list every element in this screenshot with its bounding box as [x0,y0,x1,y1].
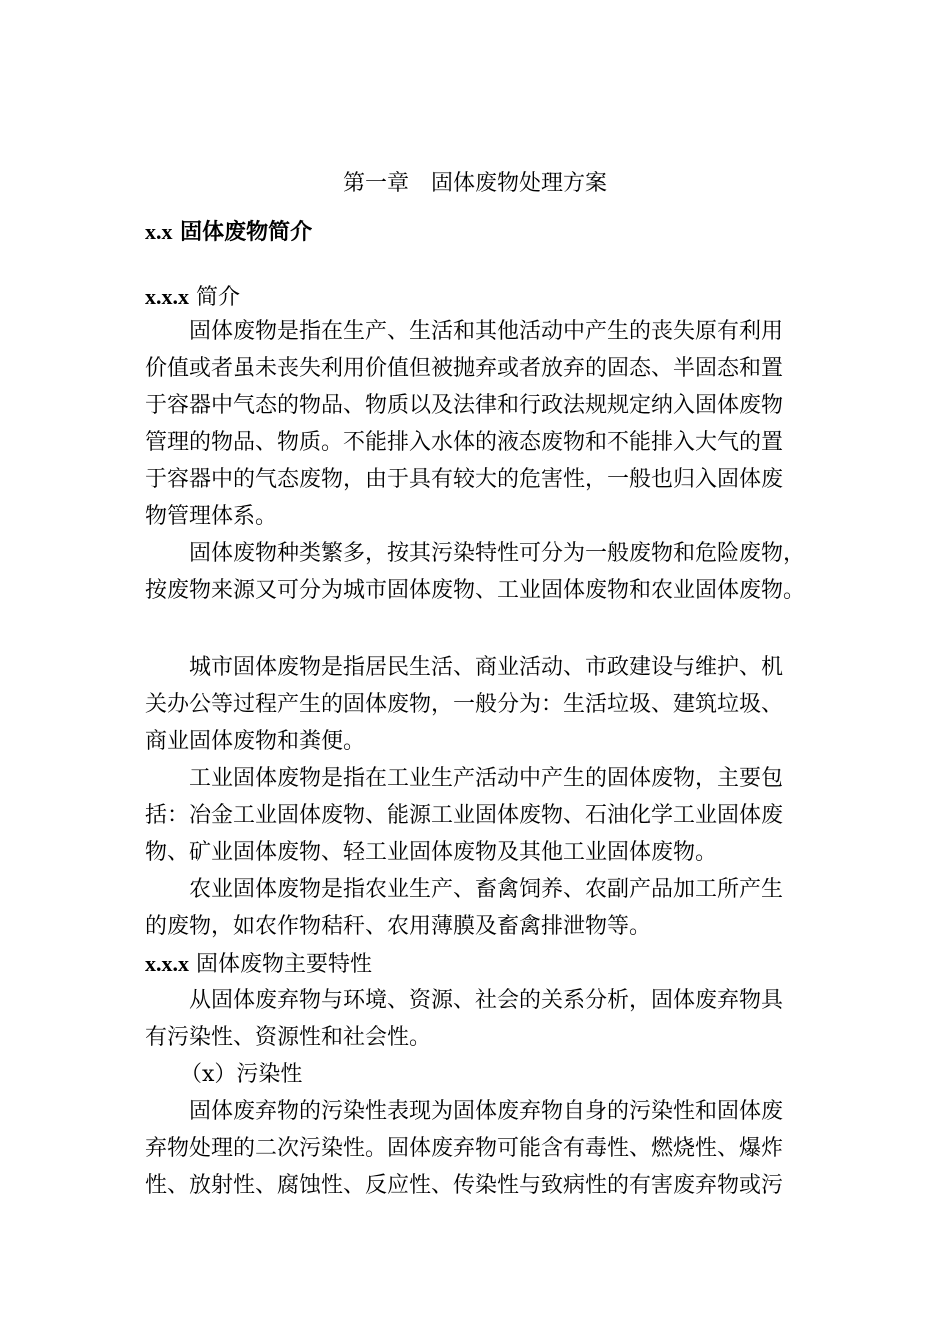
paragraph-line: 括：冶金工业固体废物、能源工业固体废物、石油化学工业固体废 [145,803,784,828]
section-heading [145,218,312,246]
subsection-heading-intro [145,283,240,312]
paragraph-line: 物、矿业固体废物、轻工业固体废物及其他工业固体废物。 [145,840,718,865]
paragraph-line: 关办公等过程产生的固体废物，一般分为：生活垃圾、建筑垃圾、 [145,692,784,717]
paragraph-line: 商业固体废物和粪便。 [145,729,366,754]
paragraph-line: 管理的物品、物质。不能排入水体的液态废物和不能排入大气的置 [145,430,784,455]
list-heading: （x）污染性 [180,1062,303,1087]
chapter-title: 第一章 固体废物处理方案 [342,171,607,196]
paragraph-line: 固体废物种类繁多，按其污染特性可分为一般废物和危险废物， [189,541,806,566]
paragraph-line: 农业固体废物是指农业生产、畜禽饲养、农副产品加工所产生 [189,877,784,902]
subsection-heading-properties [145,950,372,979]
paragraph-line: 工业固体废物是指在工业生产活动中产生的固体废物，主要包 [189,766,784,791]
paragraph-line: 从固体废弃物与环境、资源、社会的关系分析，固体废弃物具 [189,988,784,1013]
paragraph-line: 有污染性、资源性和社会性。 [145,1025,432,1050]
section-title: 固体废物简介 [180,219,313,245]
paragraph-line: 弃物处理的二次污染性。固体废弃物可能含有毒性、燃烧性、爆炸 [145,1136,784,1161]
subsection-number: x.x.x [145,284,189,309]
paragraph-line: 于容器中的气态废物，由于具有较大的危害性，一般也归入固体废 [145,467,784,492]
section-number: x.x [145,219,173,244]
paragraph-line: 性、放射性、腐蚀性、反应性、传染性与致病性的有害废弃物或污 [145,1173,784,1198]
paragraph-line: 于容器中气态的物品、物质以及法律和行政法规规定纳入固体废物 [145,393,784,418]
paragraph-line: 城市固体废物是指居民生活、商业活动、市政建设与维护、机 [189,655,784,680]
paragraph-line: 按废物来源又可分为城市固体废物、工业固体废物和农业固体废物。 [145,578,806,603]
paragraph-line: 价值或者虽未丧失利用价值但被抛弃或者放弃的固态、半固态和置 [145,356,784,381]
paragraph-line: 固体废物是指在生产、生活和其他活动中产生的丧失原有利用 [189,319,784,344]
paragraph-line: 的废物，如农作物秸秆、农用薄膜及畜禽排泄物等。 [145,914,652,939]
paragraph-line: 固体废弃物的污染性表现为固体废弃物自身的污染性和固体废 [189,1099,784,1124]
subsection-title: 简介 [196,285,241,310]
subsection-title: 固体废物主要特性 [196,952,373,977]
paragraph-line: 物管理体系。 [145,504,278,529]
subsection-number: x.x.x [145,951,189,976]
